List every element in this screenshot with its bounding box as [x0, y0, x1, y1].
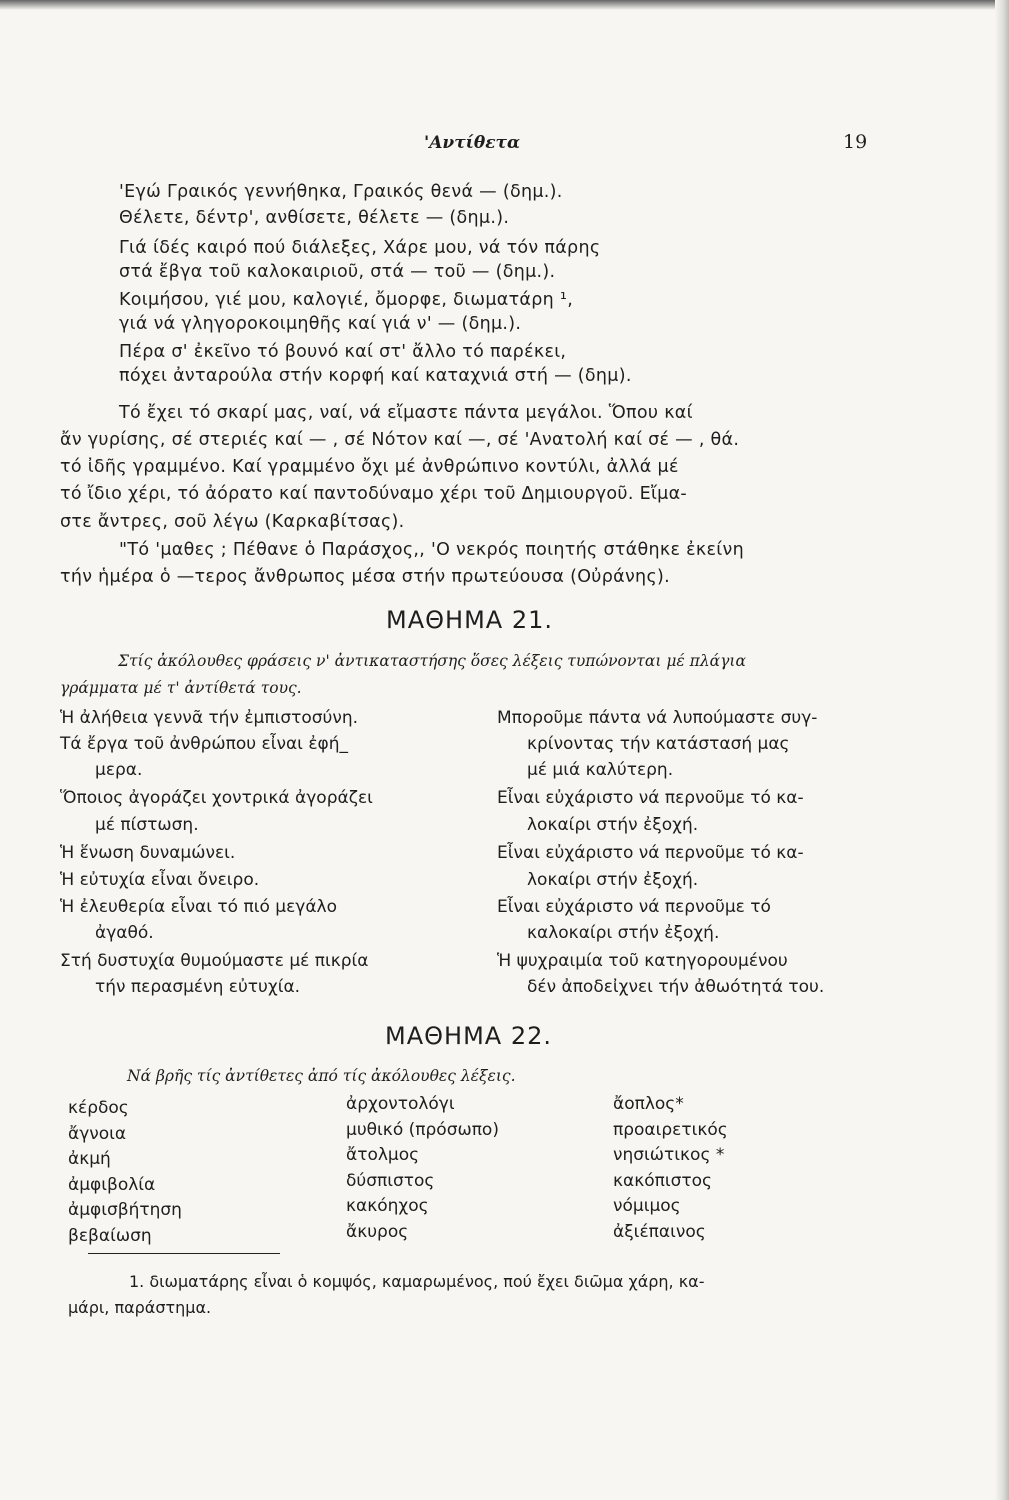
lesson-21-left-line: μέ πίστωση. — [95, 815, 199, 835]
word-list-item: ἀκμή — [68, 1149, 111, 1169]
lesson-21-left-line: Στή δυστυχία θυμούμαστε μέ πικρία — [60, 951, 369, 971]
lesson-21-right-line: Εἶναι εὐχάριστο νά περνοῦμε τό κα- — [497, 843, 804, 863]
running-header: 'Αντίθετα — [424, 133, 521, 153]
lesson-21-left-line: ἀγαθό. — [95, 923, 154, 943]
word-list-item: ἄγνοια — [68, 1124, 127, 1144]
prose-line: Τό ἔχει τό σκαρί μας, ναί, νά εἴμαστε πάντα μεγάλοι. Ὅπου καί — [119, 403, 693, 423]
lesson-21-left-line: Ἡ ἕνωση δυναμώνει. — [60, 843, 236, 863]
word-list-item: βεβαίωση — [68, 1226, 152, 1246]
word-list-item: νησιώτικος * — [613, 1145, 725, 1165]
page-binding-edge — [995, 0, 1009, 1500]
page-top-shadow — [0, 0, 1009, 10]
lesson-21-right-line: λοκαίρι στήν ἐξοχή. — [527, 870, 699, 890]
lesson-21-left-line: Ἡ ἐλευθερία εἶναι τό πιό μεγάλο — [60, 897, 337, 917]
lesson-21-left-line: τήν περασμένη εὐτυχία. — [95, 977, 301, 997]
prose-line: τήν ἡμέρα ὁ —τερος ἄνθρωπος μέσα στήν πρωτεύουσα (Οὐράνης). — [60, 567, 671, 587]
poem-line: πόχει ἀνταρούλα στήν κορφή καί καταχνιά στή — (δημ). — [119, 366, 632, 386]
word-list-item: ἄτολμος — [346, 1145, 420, 1165]
poem-line: 'Εγώ Γραικός γεννήθηκα, Γραικός θενά — (δημ.). — [119, 182, 563, 202]
word-list-item: δύσπιστος — [346, 1171, 435, 1191]
lesson-21-right-line: λοκαίρι στήν ἐξοχή. — [527, 815, 699, 835]
lesson-21-instruction: Στίς ἀκόλουθες φράσεις ν' ἀντικαταστήσης ὅσες λέξεις τυπώνονται μέ πλάγια — [118, 652, 746, 670]
lesson-22-title: ΜΑΘΗΜΑ 22. — [385, 1022, 552, 1050]
poem-line: στά ἔβγα τοῦ καλοκαιριοῦ, στά — τοῦ — (δημ.). — [119, 262, 556, 282]
lesson-21-right-line: δέν ἀποδεἰχνει τήν ἀθωότητά του. — [527, 977, 825, 997]
word-list-item: κακόπιστος — [613, 1171, 713, 1191]
lesson-21-right-line: Εἶναι εὐχάριστο νά περνοῦμε τό κα- — [497, 788, 804, 808]
footnote-line: μάρι, παράστημα. — [68, 1298, 212, 1317]
prose-line: "Τό 'μαθες ; Πέθανε ὁ Παράσχος,, 'Ο νεκρός ποιητής στάθηκε ἐκείνη — [119, 540, 744, 560]
lesson-21-title: ΜΑΘΗΜΑ 21. — [386, 606, 553, 634]
lesson-21-left-line: Ἡ ἀλήθεια γεννᾶ τήν ἐμπιστοσύνη. — [60, 708, 359, 728]
word-list-item: μυθικό (πρόσωπο) — [346, 1120, 499, 1140]
footnote-rule — [88, 1253, 280, 1254]
lesson-21-right-line: καλοκαίρι στήν ἐξοχή. — [527, 923, 720, 943]
prose-line: τό ἴδιο χέρι, τό ἀόρατο καί παντοδύναμο χέρι τοῦ Δημιουργοῦ. Εἴμα- — [60, 484, 688, 504]
page-number: 19 — [843, 131, 868, 153]
lesson-21-right-line: Ἡ ψυχραιμία τοῦ κατηγορουμένου — [497, 951, 788, 971]
lesson-21-right-line: Εἶναι εὐχάριστο νά περνοῦμε τό — [497, 897, 771, 917]
prose-line: τό ἰδῆς γραμμένο. Καί γραμμένο ὄχι μέ ἀνθρώπινο κοντύλι, ἀλλά μέ — [60, 457, 679, 477]
lesson-21-right-line: κρίνοντας τήν κατάστασή μας — [527, 734, 790, 754]
word-list-item: ἄοπλος* — [613, 1094, 684, 1114]
lesson-22-instruction: Νά βρῆς τίς ἀντίθετες ἀπό τίς ἀκόλουθες λέξεις. — [127, 1067, 516, 1085]
poem-line: Θέλετε, δέντρ', ανθίσετε, θέλετε — (δημ.). — [119, 208, 510, 228]
lesson-21-left-line: Ἡ εὐτυχία εἶναι ὄνειρο. — [60, 870, 260, 890]
poem-line: Πέρα σ' ἐκεῖνο τό βουνό καί στ' ἄλλο τό παρέκει, — [119, 342, 567, 362]
prose-line: ἄν γυρίσης, σέ στεριές καί — , σέ Νότον καί —, σέ 'Ανατολή καί σέ — , θά. — [60, 430, 740, 450]
poem-line: Κοιμήσου, γιέ μου, καλογιέ, ὄμορφε, διωματάρη ¹, — [119, 290, 574, 310]
word-list-item: κέρδος — [68, 1098, 129, 1118]
word-list-item: κακόηχος — [346, 1196, 429, 1216]
footnote-line: 1. διωματάρης εἶναι ὁ κομψός, καμαρωμένος, πού ἔχει διῶμα χάρη, κα- — [129, 1272, 705, 1291]
word-list-item: ἀμφισβήτηση — [68, 1200, 182, 1220]
lesson-21-left-line: Ὅποιος ἀγοράζει χοντρικά ἀγοράζει — [60, 788, 373, 808]
poem-line: Γιά ίδές καιρό πού διάλεξες, Χάρε μου, νά τόν πάρης — [119, 238, 601, 258]
prose-line: στε ἄντρες, σοῦ λέγω (Καρκαβίτσας). — [60, 512, 405, 532]
poem-line: γιά νά γληγοροκοιμηθῆς καί γιά ν' — (δημ.). — [119, 314, 522, 334]
word-list-item: ἄκυρος — [346, 1222, 409, 1242]
word-list-item: ἀμφιβολία — [68, 1175, 156, 1195]
lesson-21-instruction: γράμματα μέ τ' ἀντίθετά τους. — [60, 679, 302, 697]
lesson-21-right-line: μέ μιά καλύτερη. — [527, 760, 674, 780]
word-list-item: ἀρχοντολόγι — [346, 1094, 455, 1114]
lesson-21-right-line: Μποροῦμε πάντα νά λυπούμαστε συγ- — [497, 708, 818, 728]
lesson-21-left-line: Τά ἔργα τοῦ ἀνθρώπου εἶναι ἐφή_ — [60, 734, 349, 754]
word-list-item: νόμιμος — [613, 1196, 681, 1216]
word-list-item: ἀξιέπαινος — [613, 1222, 706, 1242]
word-list-item: προαιρετικός — [613, 1120, 728, 1140]
lesson-21-left-line: μερα. — [95, 760, 143, 780]
